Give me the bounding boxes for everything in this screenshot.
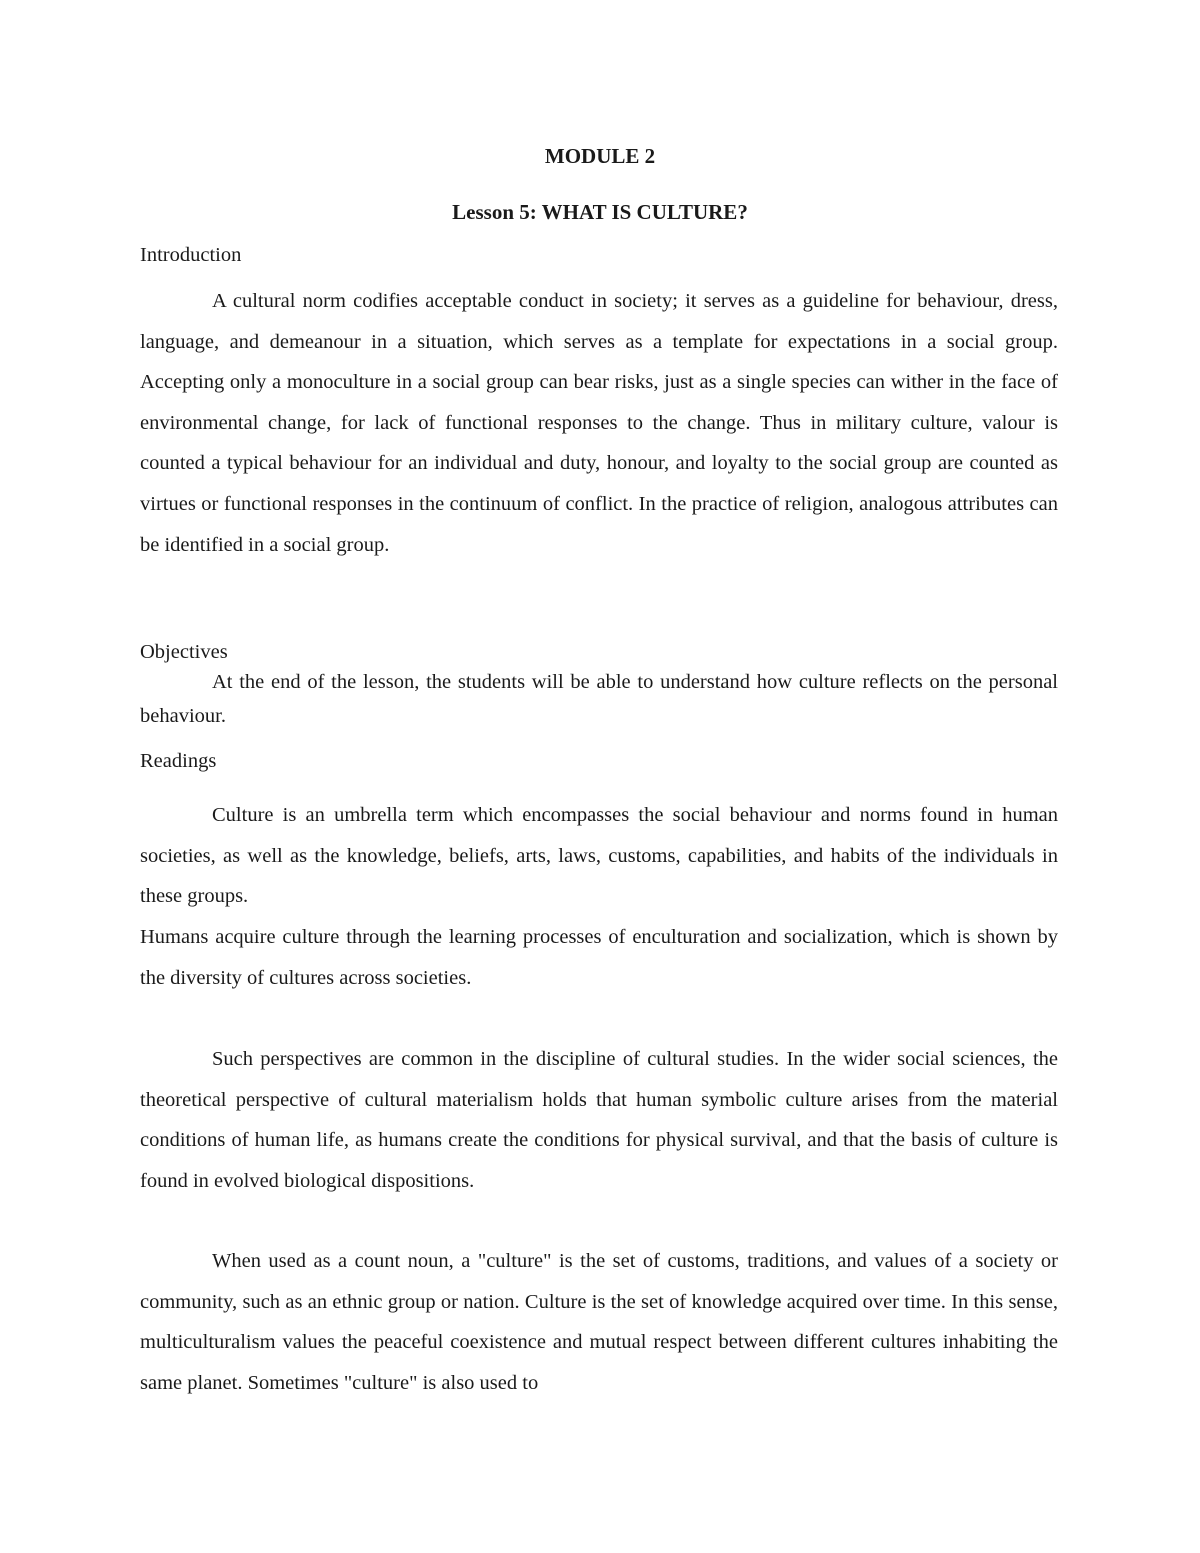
lesson-title: Lesson 5: WHAT IS CULTURE? [452,200,748,224]
readings-paragraph-3: Such perspectives are common in the discipline of cultural studies. In the wider social sciences, the theoretical perspective of cultural materialism holds that human symbolic culture arises from the material conditions of human life, as humans create the conditions for physical survival, and that the basis of culture is found in evolved biological dispositions. [140,1048,1058,1192]
readings-paragraph-4: When used as a count noun, a "culture" is the set of customs, traditions, and values of a society or community, such as an ethnic group or nation. Culture is the set of knowledge acquired over time. In this sense, multiculturalism values the peaceful coexistence and mutual respect between different cultures inhabiting the same planet. Sometimes "culture" is also used to [140,1250,1058,1394]
readings-paragraph-2: Humans acquire culture through the learning processes of enculturation and socialization, which is shown by the diversity of cultures across societies. [140,926,1058,989]
objectives-heading: Objectives [140,641,228,663]
introduction-heading: Introduction [140,244,242,266]
objectives-paragraph: At the end of the lesson, the students will be able to understand how culture reflects on the personal behaviour. [140,671,1058,727]
readings-paragraph-1: Culture is an umbrella term which encompasses the social behaviour and norms found in human societies, as well as the knowledge, beliefs, arts, laws, customs, capabilities, and habits of the individuals in these groups. [140,804,1058,908]
module-title: MODULE 2 [544,144,656,168]
readings-heading: Readings [140,750,217,772]
introduction-paragraph: A cultural norm codifies acceptable conduct in society; it serves as a guideline for behaviour, dress, language, and demeanour in a situation, which serves as a template for expectations in a social group. Accepting only a monoculture in a social group can bear risks, just as a single species can wither in the face of environmental change, for lack of functional responses to the change. Thus in military culture, valour is counted a typical behaviour for an individual and duty, honour, and loyalty to the social group are counted as virtues or functional responses in the continuum of conflict. In the practice of religion, analogous attributes can be identified in a social group. [140,290,1058,556]
